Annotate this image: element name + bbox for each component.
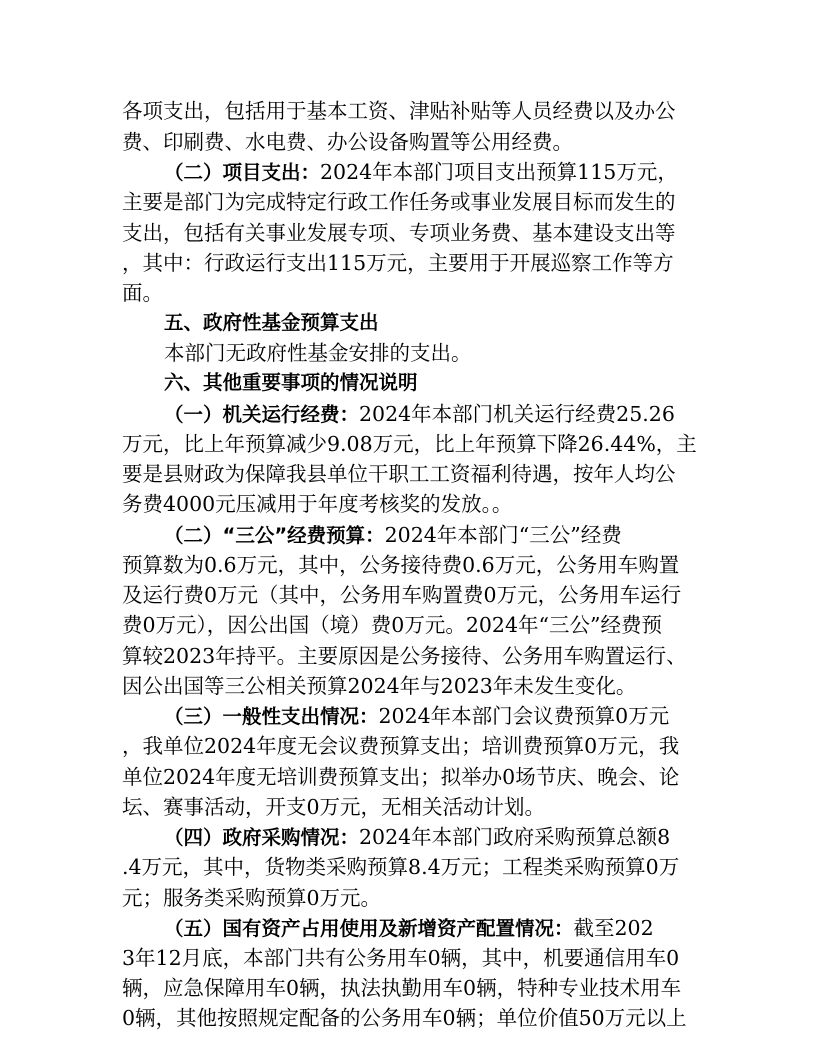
bold-lead: （五）国有资产占用使用及新增资产配置情况： xyxy=(164,917,574,940)
body-text-line: 坛、赛事活动，开支0万元，无相关活动计划。 xyxy=(122,795,546,819)
paragraph-line-project-expense xyxy=(164,157,700,188)
paragraph-line-three-public xyxy=(164,520,700,551)
paragraph-line-state-assets xyxy=(164,913,700,944)
body-text-line: 费、印刷费、水电费、办公设备购置等公用经费。 xyxy=(122,130,573,154)
body-text-line: 面。 xyxy=(122,281,163,305)
body-text-line: 费0万元），因公出国（境）费0万元。2024年“三公”经费预 xyxy=(122,613,662,637)
bold-lead: （三）一般性支出情况： xyxy=(164,705,379,728)
body-text-line: 元；服务类采购预算0万元。 xyxy=(122,886,382,910)
bold-lead: （一）机关运行经费： xyxy=(164,403,360,426)
paragraph-line-procurement xyxy=(164,822,700,853)
body-text-line: 支出，包括有关事业发展专项、专项业务费、基本建设支出等 xyxy=(122,221,676,245)
body-text-line: 0辆，其他按照规定配备的公务用车0辆；单位价值50万元以上 xyxy=(122,1006,687,1030)
lead-text: 截至202 xyxy=(573,916,654,940)
lead-text: 2024年本部门“三公”经费 xyxy=(384,523,622,547)
bold-lead: （二）“三公”经费预算： xyxy=(164,524,385,547)
body-text-line: 要是县财政为保障我县单位干职工工资福利待遇，按年人均公 xyxy=(122,462,676,486)
body-text-line: 本部门无政府性基金安排的支出。 xyxy=(164,341,472,365)
lead-text: 2024年本部门机关运行经费25.26 xyxy=(359,402,675,426)
body-text-line: 各项支出，包括用于基本工资、津贴补贴等人员经费以及办公 xyxy=(122,99,676,123)
body-text-line: 辆，应急保障用车0辆，执法执勤用车0辆，特种专业技术用车 xyxy=(122,976,682,1000)
body-text-line: 务费4000元压减用于年度考核奖的发放。。 xyxy=(122,492,513,516)
lead-text: 2024年本部门项目支出预算115万元， xyxy=(320,160,678,184)
body-text-line: 万元，比上年预算减少9.08万元，比上年预算下降26.44%，主 xyxy=(122,432,697,456)
body-text-line: ，我单位2024年度无会议费预算支出；培训费预算0万元，我 xyxy=(122,734,680,758)
paragraph-line-general-expense xyxy=(164,701,700,732)
body-text-line: 算较2023年持平。主要原因是公务接待、公务用车购置运行、 xyxy=(122,644,687,668)
body-text-line: 单位2024年度无培训费预算支出；拟举办0场节庆、晚会、论 xyxy=(122,765,680,789)
lead-text: 2024年本部门会议费预算0万元 xyxy=(378,704,670,728)
body-text-line: 主要是部门为完成特定行政工作任务或事业发展目标而发生的 xyxy=(122,190,676,214)
section-heading: 五、政府性基金预算支出 xyxy=(164,311,379,334)
bold-lead: （二）项目支出： xyxy=(164,161,321,184)
body-text-line: 因公出国等三公相关预算2024年与2023年未发生变化。 xyxy=(122,674,637,698)
body-text-line: 预算数为0.6万元，其中，公务接待费0.6万元，公务用车购置 xyxy=(122,553,680,577)
paragraph-line-operating-cost xyxy=(164,399,700,430)
bold-lead: （四）政府采购情况： xyxy=(164,826,360,849)
body-text-line: 3年12月底，本部门共有公务用车0辆，其中，机要通信用车0 xyxy=(122,946,680,970)
body-text-line: 及运行费0万元（其中，公务用车购置费0万元，公务用车运行 xyxy=(122,583,682,607)
body-text-line: .4万元，其中，货物类采购预算8.4万元；工程类采购预算0万 xyxy=(122,855,680,879)
section-heading: 六、其他重要事项的情况说明 xyxy=(164,371,418,394)
lead-text: 2024年本部门政府采购预算总额8 xyxy=(359,825,671,849)
body-text-line: ，其中：行政运行支出115万元，主要用于开展巡察工作等方 xyxy=(122,251,674,275)
